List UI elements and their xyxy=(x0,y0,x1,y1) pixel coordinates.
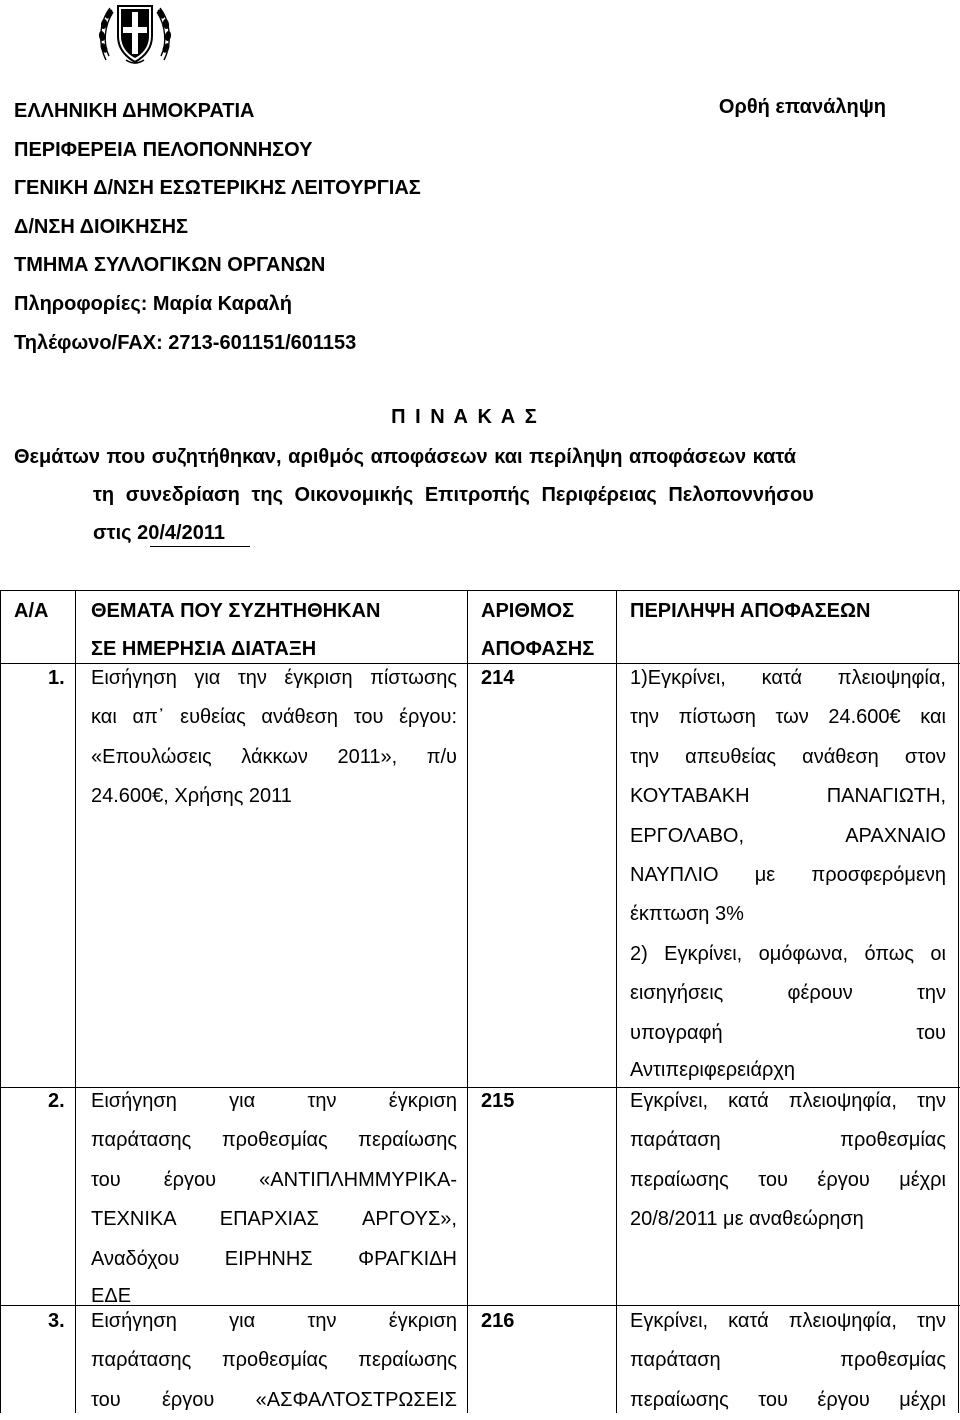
topic-line: 24.600€, Χρήσης 2011 xyxy=(91,785,292,808)
header-line: ΓΕΝΙΚΗ Δ/ΝΣΗ ΕΣΩΤΕΡΙΚΗΣ ΛΕΙΤΟΥΡΓΙΑΣ xyxy=(14,177,421,200)
summary-line: 20/8/2011 με αναθεώρηση xyxy=(630,1208,864,1231)
header-line: ΤΜΗΜΑ ΣΥΛΛΟΓΙΚΩΝ ΟΡΓΑΝΩΝ xyxy=(14,254,326,277)
topic-line: Εισήγηση για την έγκριση xyxy=(91,1090,457,1112)
summary-line: 2) Εγκρίνει, ομόφωνα, όπως οι xyxy=(630,942,946,965)
document-title: Π Ι Ν Α Κ Α Σ xyxy=(391,406,539,428)
summary-line: Εγκρίνει, κατά πλειοψηφία, την xyxy=(630,1310,946,1332)
summary-line: 1)Εγκρίνει, κατά πλειοψηφία, xyxy=(630,667,946,689)
header-line: Πληροφορίες: Μαρία Καραλή xyxy=(14,292,292,315)
subtitle-line: Θεμάτων που συζητήθηκαν, αριθμός αποφάσεων και περίληψη αποφάσεων κατά xyxy=(14,446,797,468)
summary-line: την απευθείας ανάθεση στον xyxy=(630,745,946,768)
summary-line: περαίωσης του έργου μέχρι xyxy=(630,1168,946,1191)
header-topics: ΘΕΜΑΤΑ ΠΟΥ ΣΥΖΗΤΗΘΗΚΑΝ xyxy=(91,600,381,622)
row-aa: 1. xyxy=(48,667,65,689)
topic-line: ΤΕΧΝΙΚΑ ΕΠΑΡΧΙΑΣ ΑΡΓΟΥΣ», xyxy=(91,1208,457,1231)
topic-line: «Επουλώσεις λάκκων 2011», π/υ xyxy=(91,745,457,768)
header-decision-number: ΑΡΙΘΜΟΣ xyxy=(481,600,575,622)
row-decision-number: 214 xyxy=(481,667,515,689)
topic-line: παράτασης προθεσμίας περαίωσης xyxy=(91,1129,457,1152)
topic-line: Εισήγηση για την έγκριση πίστωσης xyxy=(91,667,457,689)
row-decision-number: 215 xyxy=(481,1090,515,1112)
header-line: Δ/ΝΣΗ ΔΙΟΙΚΗΣΗΣ xyxy=(14,215,189,238)
row-aa: 2. xyxy=(48,1090,65,1112)
row-decision-number: 216 xyxy=(481,1310,515,1332)
summary-line: παράταση προθεσμίας xyxy=(630,1129,946,1152)
topic-line: παράτασης προθεσμίας περαίωσης xyxy=(91,1349,457,1372)
row-summary xyxy=(630,659,946,1085)
summary-line: έκπτωση 3% xyxy=(630,903,744,926)
table-border xyxy=(0,590,1,1413)
header-line: ΠΕΡΙΦΕΡΕΙΑ ΠΕΛΟΠΟΝΝΗΣΟΥ xyxy=(14,138,313,161)
summary-line: εισηγήσεις φέρουν την xyxy=(630,982,946,1005)
summary-line: ΝΑΥΠΛΙΟ με προσφερόμενη xyxy=(630,863,946,886)
topic-line: του έργου «ΑΣΦΑΛΤΟΣΤΡΩΣΕΙΣ xyxy=(91,1388,457,1411)
row-topic xyxy=(91,1082,457,1311)
table-border xyxy=(467,590,468,1413)
header-aa: Α/Α xyxy=(14,600,49,622)
summary-line: Αντιπεριφερειάρχη xyxy=(630,1058,796,1081)
topic-line: Εισήγηση για την έγκριση xyxy=(91,1310,457,1332)
row-topic xyxy=(91,1302,457,1420)
summary-line: παράταση προθεσμίας xyxy=(630,1349,946,1372)
row-topic xyxy=(91,659,457,817)
summary-line: περαίωσης του έργου μέχρι xyxy=(630,1388,946,1411)
row-aa: 3. xyxy=(48,1310,65,1332)
table-border xyxy=(616,590,617,1413)
header-line: ΕΛΛΗΝΙΚΗ ΔΗΜΟΚΡΑΤΙΑ xyxy=(14,100,255,122)
topic-line: ΕΔΕ xyxy=(91,1284,132,1307)
row-summary xyxy=(630,1082,946,1240)
header-decision-number-line2: ΑΠΟΦΑΣΗΣ xyxy=(481,638,595,660)
topic-line: Αναδόχου ΕΙΡΗΝΗΣ ΦΡΑΓΚΙΔΗ xyxy=(91,1247,457,1270)
table-border xyxy=(958,590,959,1413)
row-summary xyxy=(630,1302,946,1420)
topic-line: του έργου «ΑΝΤΙΠΛΗΜΜΥΡΙΚΑ- xyxy=(91,1168,457,1191)
subtitle-line: τη συνεδρίαση της Οικονομικής Επιτροπής Περιφέρειας Πελοποννήσου xyxy=(93,484,814,506)
topic-line: και απ᾽ ευθείας ανάθεση του έργου: xyxy=(91,706,457,729)
subtitle-date-line: στις 20/4/2011 xyxy=(93,522,225,544)
table-border xyxy=(75,590,76,1413)
header-topics-line2: ΣΕ ΗΜΕΡΗΣΙΑ ΔΙΑΤΑΞΗ xyxy=(91,638,317,660)
summary-line: ΕΡΓΟΛΑΒΟ, ΑΡΑΧΝΑΙΟ xyxy=(630,824,946,847)
summary-line: υπογραφή του xyxy=(630,1021,946,1044)
summary-line: ΚΟΥΤΑΒΑΚΗ ΠΑΝΑΓΙΩΤΗ, xyxy=(630,785,946,808)
corrected-repeat-note: Ορθή επανάληψη xyxy=(718,96,886,118)
summary-line: Εγκρίνει, κατά πλειοψηφία, την xyxy=(630,1090,946,1112)
header-line: Τηλέφωνο/FAX: 2713-601151/601153 xyxy=(14,331,357,354)
table-border xyxy=(0,590,960,591)
summary-line: την πίστωση των 24.600€ και xyxy=(630,706,946,729)
header-summary: ΠΕΡΙΛΗΨΗ ΑΠΟΦΑΣΕΩΝ xyxy=(630,600,871,622)
